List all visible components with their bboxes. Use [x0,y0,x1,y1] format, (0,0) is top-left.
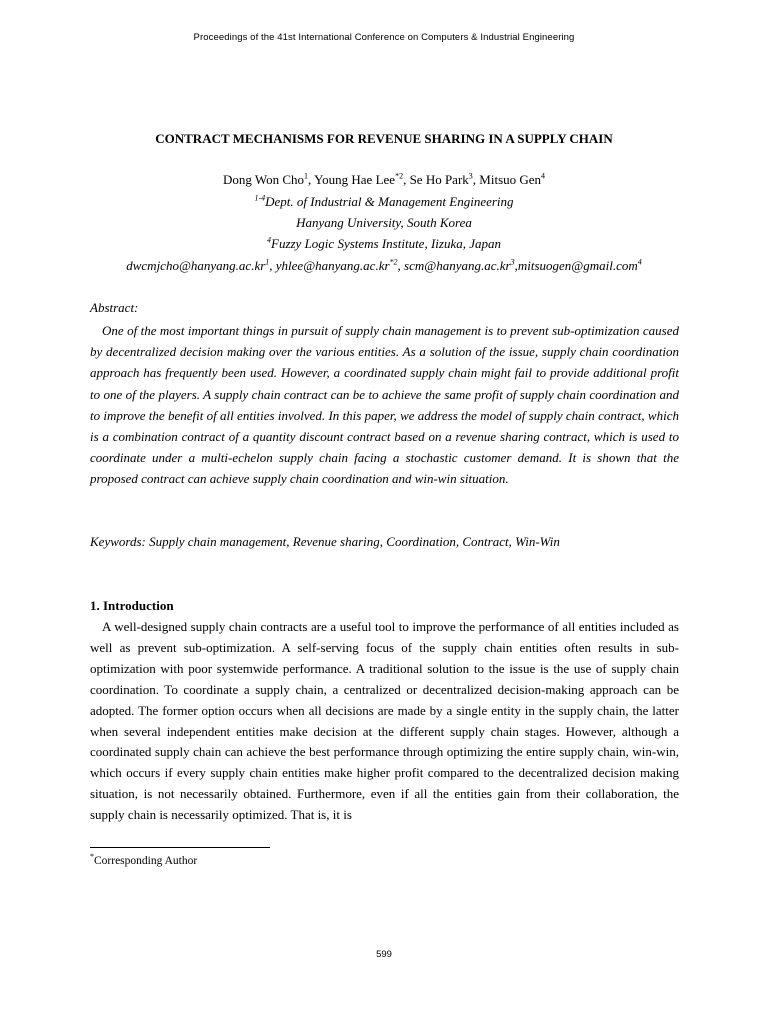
author-name: Young Hae Lee [314,172,396,187]
author-mark: 3 [468,171,473,181]
abstract-text: One of the most important things in pursuit of supply chain management is to prevent sub-optimization caused by decentralized decision making over the various entities. As a solution of the issue, supply chain coordination approach has frequently been used. However, a coordinated supply chain might fail to provide additional profit to one of the players. A supply chain contract can be to achieve the same profit of supply chain coordination and to improve the benefit of all entities involved. In this paper, we address the model of supply chain contract, which is a combination contract of a quantity discount contract based on a revenue sharing contract, which is used to coordinate under a multi-echelon supply chain facing a stochastic customer demand. It is shown that the proposed contract can achieve supply chain coordination and win-win situation. [90,323,679,487]
running-header: Proceedings of the 41st International Conference on Computers & Industrial Engineering [193,32,575,43]
author-mark: 1 [304,171,309,181]
email-list: $dwcmjcho@hanyang.ac.kr^1$, $yhlee@hanyang.ac.kr^{*2}$, $scm@hanyang.ac.kr^3,mitsuogen@gmail.com^4$ [126,257,642,273]
author-name: Dong Won Cho [222,172,305,187]
author-list: Dong Won Cho$^1$, Young Hae Lee$^{*2}$, Se Ho Park$^3$, Mitsuo Gen$^4$ [222,171,546,187]
affiliation-mark: 1-4 [254,193,266,203]
author-name: Mitsuo Gen [479,172,542,187]
affiliation-mark: 4 [267,235,271,245]
keywords: Keywords: Supply chain management, Revenue sharing, Coordination, Contract, Win-Win [90,534,560,549]
introduction-text: A well-designed supply chain contracts are a useful tool to improve the performance of all entities included as well as prevent sub-optimization. A self-serving focus of the supply chain entities often results in sub-optimization with poor systemwide performance. A traditional solution to the issue is the use of supply chain coordination. To coordinate a supply chain, a centralized or decentralized decision-making approach can be adopted. The former option occurs when all decisions are made by a single entity in the supply chain, the latter when several independent entities make decision at the different supply chain stages. However, although a coordinated supply chain can achieve the best performance through optimizing the entire supply chain, win-win, which occurs if every supply chain entities make higher profit compared to the decentralized decision making situation, is not necessarily obtained. Furthermore, even if all the entities gain from their collaboration, the supply chain is necessarily optimized. That is, it is [90,619,679,823]
email-link[interactable]: dwcmjcho@hanyang.ac.kr [126,258,266,273]
email-link[interactable]: yhlee@hanyang.ac.kr [275,258,390,273]
author-mark: 4 [541,171,546,181]
email-link[interactable]: scm@hanyang.ac.kr [404,258,511,273]
affiliation-university: Hanyang University, South Korea [296,215,472,230]
paper-title: CONTRACT MECHANISMS FOR REVENUE SHARING IN A SUPPLY CHAIN [155,131,613,146]
footnote-mark: * [90,852,94,862]
affiliation-institute: $^4$Fuzzy Logic Systems Institute, Iizuka, Japan [267,235,501,251]
author-name: Se Ho Park [409,172,469,187]
footnote-rule [90,847,270,848]
section-heading-introduction: 1. Introduction [90,598,174,613]
email-link[interactable]: mitsuogen@gmail.com [517,258,638,273]
page-number: 599 [376,949,392,960]
abstract-heading: Abstract: [90,300,139,315]
affiliation-dept: $^{1-4}$Dept. of Industrial & Management Engineering [254,193,514,209]
footnote: *Corresponding Author [90,852,198,867]
author-mark: *2 [395,171,404,181]
